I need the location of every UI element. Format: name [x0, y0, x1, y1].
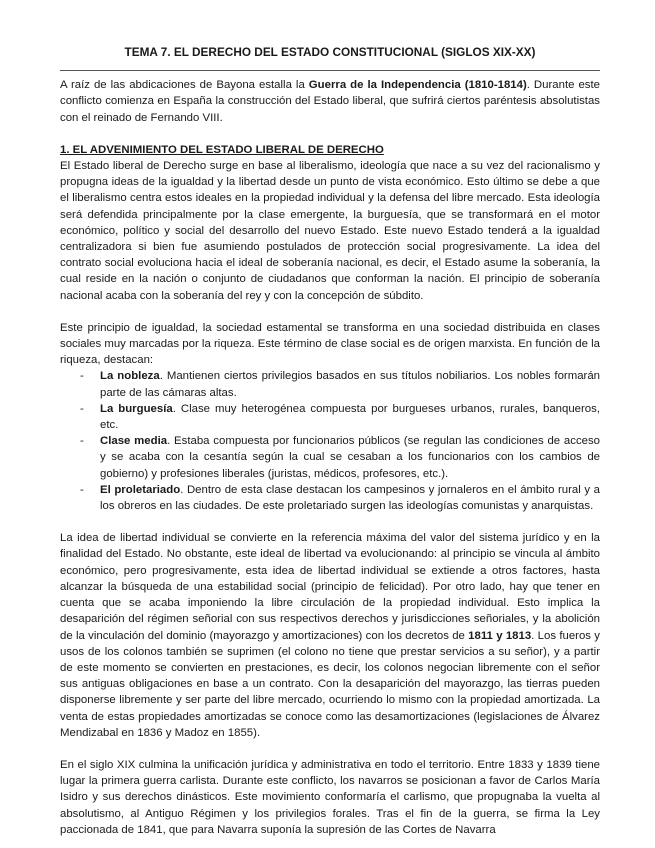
liberty-text-pre: La idea de libertad individual se convierte en la referencia máxima del valor del sistema jurídico y en la finalidad del Estado. No obstante, este ideal de libertad va evolucionando: al principio se vincula al ámbito económico, pero progresivamente, esta idea de libertad individual se extiende a otros factores, hasta alcanzar la búsqueda de una estabilidad social (principio de felicidad). Por otro lado, hay que tener en cuenta que se acaba imponiendo la libre circulación de la propiedad individual. Esto implica la desaparición del régimen señorial con sus respectivos derechos y jurisdicciones señoriales, y la abolición de la vinculación del dominio (mayorazgo y amortizaciones) con los decretos de [60, 532, 600, 642]
paragraph-unification: En el siglo XIX culmina la unificación jurídica y administrativa en todo el territorio. Entre 1833 y 1839 tiene lugar la primera guerra carlista. Durante este conflicto, los navarros se posicionan a favor de Carlos María Isidro y sus derechos dinásticos. Este movimiento conformaría el carlismo, que propugnaba la vuelta al absolutismo, al Antiguo Régimen y los privilegios forales. Tras el fin de la guerra, se firma la Ley paccionada de 1841, que para Navarra suponía la supresión de las Cortes de Navarra [60, 758, 600, 836]
spacer [60, 304, 600, 320]
list-item-term: Clase media [100, 435, 168, 448]
document-title: TEMA 7. EL DERECHO DEL ESTADO CONSTITUCIONAL (SIGLOS XIX-XX) [124, 45, 536, 59]
list-item-term: El proletariado [100, 483, 181, 496]
title-divider [60, 70, 600, 71]
list-item [80, 401, 600, 433]
list-item [80, 368, 600, 400]
list-item-text: . Estaba compuesta por funcionarios públicos (se regulan las condiciones de acceso y se acaba con la cesantía según la cual se cesaban a los funcionarios con los cambios de gobierno) y profesiones liberales (juristas, médicos, profesores, etc.). [100, 435, 601, 480]
intro-text-post: . Durante este conflicto comienza en España la construcción del Estado liberal, que sufrirá ciertos paréntesis absolutistas con el reinado de Fernando VIII. [60, 79, 600, 124]
intro-bold: Guerra de la Independencia (1810-1814) [308, 79, 527, 92]
list-dash: - [80, 402, 84, 415]
paragraph-liberty [60, 530, 600, 741]
paragraph-classes: Este principio de igualdad, la sociedad estamental se transforma en una sociedad distribuida en clases sociales muy marcadas por la riqueza. Este término de clase social es de origen marxista. En función de la riqueza, destacan: [60, 321, 600, 367]
liberty-text-post: . Los fueros y usos de los colonos también se suprimen (el colono no tiene que prestar servicios a su señor), y a partir de este momento se convierten en prestaciones, es decir, los colonos negocian libremente con el señor sus antiguas obligaciones en base a un contrato. Con la desaparición del mayorazgo, las tierras pueden disponerse libremente y ser parte del libre mercado, ocurriendo lo mismo con la propiedad amortizada. La venta de estas propiedades amortizadas se conoce como las desamortizaciones (legislaciones de Álvarez Mendizabal en 1836 y Madoz en 1855). [60, 629, 600, 739]
list-dash: - [80, 483, 84, 496]
social-class-list [60, 368, 600, 514]
list-dash: - [80, 435, 84, 448]
list-item-term: La nobleza [100, 370, 160, 383]
list-item-text: . Mantienen ciertos privilegios basados en sus títulos nobiliarios. Los nobles formarán parte de las cámaras altas. [100, 370, 600, 399]
list-item [80, 433, 601, 482]
intro-paragraph [60, 77, 600, 126]
list-dash: - [80, 370, 84, 383]
liberty-bold-years: 1811 y 1813 [468, 629, 532, 642]
list-item-text: . Dentro de esta clase destacan los campesinos y jornaleros en el ámbito rural y a los obreros en las ciudades. De este proletariado surgen las ideologías comunistas y anarquistas. [100, 483, 600, 513]
intro-text-pre: A raíz de las abdicaciones de Bayona estalla la [60, 79, 309, 92]
spacer [60, 126, 600, 142]
list-item [80, 482, 600, 514]
spacer [60, 514, 600, 530]
paragraph-liberalism: El Estado liberal de Derecho surge en base al liberalismo, ideología que nace a su vez del racionalismo y propugna ideas de la igualdad y la libertad desde un punto de vista económico. Esto último se debe a que el liberalismo centra estos ideales en la propiedad individual y la defensa del libre mercado. Esta ideología será defendida principalmente por la clase emergente, la burguesía, que se transformará en el motor económico, político y social del desarrollo del nuevo Estado. Este nuevo Estado tenderá a la igualdad centralizadora si bien fue asumiendo postulados de protección social progresivamente. La idea del contrato social evoluciona hacia el ideal de soberanía nacional, es decir, el Estado asume la soberanía, la cual reside en la nación o conjunto de ciudadanos que conforman la nación. El principio de soberanía nacional acaba con la soberanía del rey y con la concepción de súbdito. [60, 160, 600, 302]
list-item-term: La burguesía [100, 402, 173, 415]
spacer [60, 741, 600, 757]
section-heading: 1. EL ADVENIMIENTO DEL ESTADO LIBERAL DE DERECHO [60, 143, 384, 156]
list-item-text: . Clase muy heterogénea compuesta por burgueses urbanos, rurales, banqueros, etc. [100, 402, 600, 432]
